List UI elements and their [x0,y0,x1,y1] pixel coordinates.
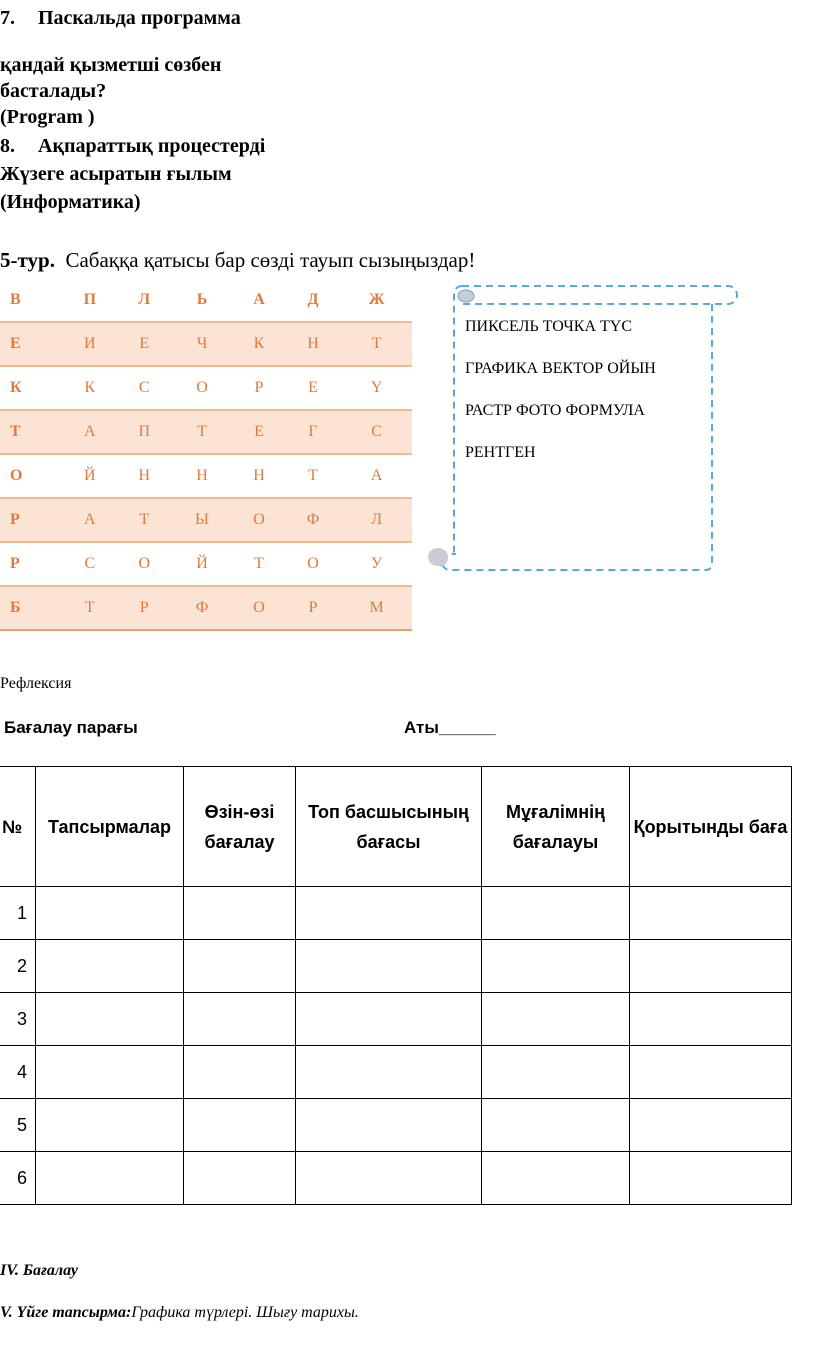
evaluation-cell[interactable] [36,940,184,993]
grid-letter[interactable]: Е [285,366,341,410]
evaluation-cell[interactable] [36,887,184,940]
evaluation-cell[interactable] [630,1046,792,1099]
grid-letter[interactable]: О [233,498,285,542]
header-number: № [0,767,36,887]
grid-letter[interactable]: Т [285,454,341,498]
evaluation-cell[interactable] [184,1046,296,1099]
evaluation-cell[interactable] [482,940,630,993]
evaluation-row [0,993,792,1046]
grid-letter[interactable]: Ы [171,498,233,542]
grid-letter[interactable]: Г [285,410,341,454]
question-8-answer: (Информатика) [0,191,141,213]
evaluation-cell[interactable] [36,993,184,1046]
grid-letter[interactable]: Р [0,498,62,542]
evaluation-sheet-title: Бағалау парағы [4,718,138,737]
header-self-assessment: Өзін-өзі бағалау [184,767,296,887]
round5-label: 5-тур. [0,248,55,272]
grid-letter[interactable]: И [62,322,118,366]
question-7-line-2: қандай қызметші сөзбен [0,54,222,76]
grid-letter[interactable]: Ү [341,366,412,410]
grid-row [0,410,412,454]
evaluation-cell[interactable] [184,887,296,940]
round5-instruction: Сабаққа қатысы бар сөзді тауып сызыңыздар! [65,248,476,272]
evaluation-cell[interactable] [184,940,296,993]
word-list-line: РЕНТГЕН [465,444,536,461]
evaluation-cell[interactable] [630,1099,792,1152]
header-tasks: Тапсырмалар [36,767,184,887]
evaluation-cell[interactable] [296,887,482,940]
grid-letter[interactable]: Е [0,322,62,366]
grid-letter[interactable]: А [62,410,118,454]
evaluation-row [0,940,792,993]
grid-letter[interactable]: О [0,454,62,498]
grid-letter[interactable]: К [62,366,118,410]
header-group-leader-score: Топ басшысының бағасы [296,767,482,887]
grid-row [0,366,412,410]
evaluation-row [0,887,792,940]
evaluation-cell[interactable] [630,993,792,1046]
evaluation-cell[interactable] [296,1152,482,1205]
grid-letter[interactable]: Б [0,586,62,630]
grid-letter[interactable]: Й [62,454,118,498]
name-field-label: Аты______ [404,718,496,737]
evaluation-cell[interactable] [184,1099,296,1152]
grid-letter[interactable]: Н [285,322,341,366]
row-number: 3 [0,993,36,1046]
grid-letter[interactable]: Ф [285,498,341,542]
evaluation-table [0,766,792,1205]
grid-letter[interactable]: Е [118,322,171,366]
grid-letter[interactable]: Е [233,410,285,454]
reflection-label: Рефлексия [0,675,72,692]
evaluation-cell[interactable] [296,1099,482,1152]
letter-grid [0,279,412,631]
evaluation-cell[interactable] [36,1099,184,1152]
homework-label: V. Үйге тапсырма: [0,1304,132,1321]
grid-letter[interactable]: О [171,366,233,410]
row-number: 2 [0,940,36,993]
evaluation-cell[interactable] [482,1046,630,1099]
scroll-curl-icon [426,546,450,568]
word-list-line: РАСТР ФОТО ФОРМУЛА [465,402,645,419]
row-number: 6 [0,1152,36,1205]
grid-letter[interactable]: Т [0,410,62,454]
grid-letter[interactable]: Й [171,542,233,586]
evaluation-cell[interactable] [296,1046,482,1099]
grid-letter[interactable]: К [233,322,285,366]
grid-letter[interactable]: У [341,542,412,586]
grid-letter[interactable]: П [118,410,171,454]
evaluation-cell[interactable] [482,1099,630,1152]
grid-letter[interactable]: О [285,542,341,586]
grid-row [0,586,412,630]
grid-letter[interactable]: Т [233,542,285,586]
evaluation-cell[interactable] [482,993,630,1046]
word-list-line: ГРАФИКА ВЕКТОР ОЙЫН [465,360,656,377]
grid-letter[interactable]: Т [341,322,412,366]
question-8-line-2: Жүзеге асыратын ғылым [0,163,232,185]
evaluation-cell[interactable] [482,887,630,940]
grid-letter[interactable]: Д [307,291,319,308]
grid-letter[interactable]: П [83,291,97,308]
evaluation-cell[interactable] [36,1046,184,1099]
evaluation-header-row [0,767,792,887]
grid-letter[interactable]: В [10,291,21,308]
grid-letter[interactable]: С [118,366,171,410]
section-assessment: IV. Бағалау [0,1262,79,1279]
grid-letter[interactable]: Т [62,586,118,630]
grid-letter[interactable]: Ж [368,291,385,308]
grid-letter[interactable]: Ч [171,322,233,366]
evaluation-cell[interactable] [296,993,482,1046]
grid-letter[interactable]: Н [171,454,233,498]
grid-letter[interactable]: Р [233,366,285,410]
grid-letter[interactable]: Л [341,498,412,542]
evaluation-cell[interactable] [482,1152,630,1205]
section-homework [0,1304,359,1322]
grid-letter[interactable]: Ь [196,291,208,308]
header-teacher-score: Мұғалімнің бағалауы [482,767,630,887]
question-8-line-1: 8. Ақпараттық процестерді [0,135,266,157]
evaluation-cell[interactable] [630,1152,792,1205]
evaluation-row [0,1099,792,1152]
evaluation-cell[interactable] [184,1152,296,1205]
grid-letter[interactable]: А [62,498,118,542]
row-number: 4 [0,1046,36,1099]
homework-text: Графика түрлері. Шығу тарихы. [131,1304,359,1321]
question-7-line-1: 7. Паскальда программа [0,7,241,29]
grid-letter[interactable]: Т [171,410,233,454]
evaluation-cell[interactable] [36,1152,184,1205]
evaluation-cell[interactable] [630,887,792,940]
word-list-line: ПИКСЕЛЬ ТОЧКА ТҮС [465,318,632,335]
evaluation-row [0,1152,792,1205]
grid-row [0,498,412,542]
row-number: 5 [0,1099,36,1152]
evaluation-cell[interactable] [630,940,792,993]
header-final-grade: Қорытынды баға [630,767,792,887]
word-list [465,316,735,484]
grid-letter[interactable]: Н [233,454,285,498]
evaluation-cell[interactable] [296,940,482,993]
grid-row [0,322,412,366]
grid-row [0,542,412,586]
grid-letter[interactable]: Р [285,586,341,630]
grid-letter[interactable]: О [233,586,285,630]
question-7-answer: (Program ) [0,106,95,128]
grid-letter[interactable]: М [341,586,412,630]
grid-letter[interactable]: Н [118,454,171,498]
question-7-line-3: басталады? [0,80,107,102]
grid-letter[interactable]: А [341,454,412,498]
grid-letter[interactable]: С [341,410,412,454]
grid-letter[interactable]: К [0,366,62,410]
grid-letter[interactable]: Р [0,542,62,586]
grid-letter[interactable]: Р [118,586,171,630]
row-number: 1 [0,887,36,940]
grid-letter[interactable]: Ф [171,586,233,630]
evaluation-row [0,1046,792,1099]
grid-letter[interactable]: А [253,291,265,308]
grid-letter[interactable]: О [118,542,171,586]
grid-letter[interactable]: Т [118,498,171,542]
grid-row [0,454,412,498]
round5-heading [0,248,475,273]
grid-letter[interactable]: Л [138,291,151,308]
grid-row [0,279,412,322]
grid-letter[interactable]: С [62,542,118,586]
evaluation-cell[interactable] [184,993,296,1046]
